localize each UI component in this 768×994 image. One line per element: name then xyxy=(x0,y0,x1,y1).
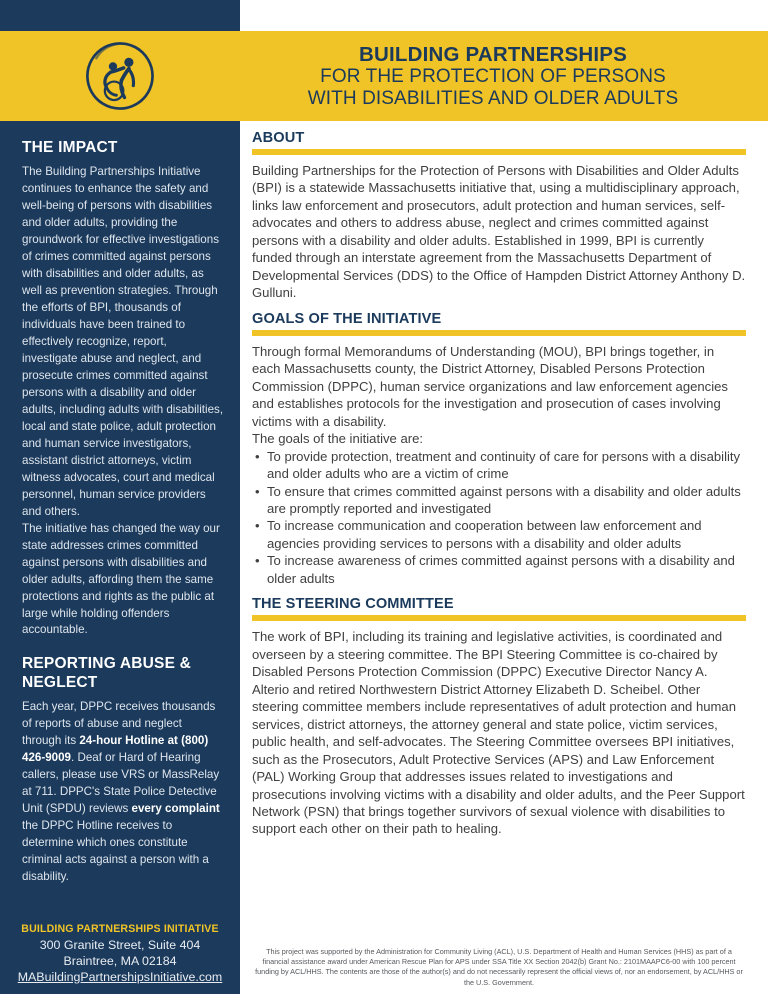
reporting-paragraph xyxy=(22,699,224,886)
bpi-circle-people-wheelchair-logo xyxy=(83,39,157,113)
impact-paragraph-1: The Building Partnerships Initiative continues to enhance the safety and well-being of persons with disabilities and older adults, providing the groundwork for effective investigations of crimes committed against persons with disabilities and older adults, as well as prevention strategies. Through the efforts of BPI, thousands of individuals have been trained to effectively recognize, report, investigate abuse and neglect, and prosecute crimes committed against persons with a disability and older adults, including adults with disabilities, local and state police, adult protection and human service investigators, assistant district attorneys, victim witness advocates, court and medical personnel, human service providers and others. xyxy=(22,164,224,518)
reporting-text-2: . Deaf or Hard of Hearing callers, please use VRS or MassRelay at 711. DPPC's State Police Detective Unit (SPDU) reviews xyxy=(22,751,220,816)
steering-body: The work of BPI, including its training and legislative activities, is coordinated and overseen by a steering committee. The BPI Steering Committee is co-chaired by Disabled Persons Protection Commission (DPPC) Executive Director Nancy A. Alterio and retired Northwestern District Attorney Elizabeth D. Scheibel. Other steering committee members include representatives of adult protection and human services, district attorneys, the attorney general and state police, victim services, public health, and self-advocates. The Steering Committee oversees BPI initiatives, such as the Prosecutors, Adult Protective Services (APS) and Law Enforcement (PAL) Working Group that addresses issues related to investigations and prosecutions involving victims with a disability and older adults, and the Peer Support Network (PSN) that brings together survivors of sexual violence with disabilities to support each other on their path to healing. xyxy=(252,629,745,837)
about-accent-rule xyxy=(252,149,746,155)
section-about xyxy=(252,130,746,302)
sidebar-section-reporting xyxy=(22,655,224,886)
sidebar-spacer xyxy=(22,639,224,655)
list-item: • To provide protection, treatment and continuity of care for persons with a disability and older adults who are a victim of crime xyxy=(252,448,746,483)
list-item: • To ensure that crimes committed against persons with a disability and older adults are promptly reported and investigated xyxy=(252,483,746,518)
about-heading: ABOUT xyxy=(252,130,305,146)
sidebar-section-impact xyxy=(22,139,224,639)
impact-paragraph-2: The initiative has changed the way our state addresses crimes committed against persons with disabilities and older adults, affording them the same protections and rights as the public at large while holding offenders accountable. xyxy=(22,521,220,637)
reporting-text-3: the DPPC Hotline receives to determine which ones constitute criminal acts against a person with a disability. xyxy=(22,819,209,884)
goals-intro: Through formal Memorandums of Understanding (MOU), BPI brings together, in each Massachusetts county, the District Attorney, Disabled Persons Protection Commission (DPPC), human service organizations and law enforcement agencies and establishes protocols for the investigation and prosecution of cases involving victims with a disability. xyxy=(252,343,728,429)
title-line-2: FOR THE PROTECTION OF PERSONS xyxy=(320,66,666,88)
list-item: • To increase communication and cooperation between law enforcement and agencies providing services to persons with a disability and older adults xyxy=(252,517,746,552)
page-title xyxy=(240,43,768,110)
address-line-1: 300 Granite Street, Suite 404 xyxy=(39,938,201,953)
reporting-heading: REPORTING ABUSE & NEGLECT xyxy=(22,655,192,692)
organization-name: BUILDING PARTNERSHIPS INITIATIVE xyxy=(21,923,219,936)
steering-heading: THE STEERING COMMITTEE xyxy=(252,596,454,613)
website-link[interactable]: MABuildingPartnershipsInitiative.com xyxy=(17,970,223,985)
steering-accent-rule xyxy=(252,615,746,621)
logo-container xyxy=(0,31,240,121)
funding-disclaimer: This project was supported by the Administration for Community Living (ACL), U.S. Department of Health and Human Services (HHS) as part of a financial assistance award under American Rescue Plan for APS under SSA Title XX Section 2042(b) Grant No.: 2101MAAPC6-00 with 100 percent funding by ACL/HHS. The contents are those of the author(s) and do not necessarily represent the official views of, nor an endorsement, by ACL/HHS or the U.S. Government. xyxy=(255,946,743,987)
reporting-hotline: 24-hour Hotline at (800) 426-9009 xyxy=(22,734,209,765)
goals-list xyxy=(252,448,746,588)
sidebar xyxy=(0,121,240,994)
goals-accent-rule xyxy=(252,330,746,336)
reporting-text-1: Each year, DPPC receives thousands of reports of abuse and neglect through its xyxy=(22,700,216,748)
section-goals xyxy=(252,311,746,588)
about-body: Building Partnerships for the Protection of Persons with Disabilities and Older Adults (BPI) is a statewide Massachusetts initiative that, using a multidisciplinary approach, links law enforcement and prosecutors, adult protection and human services, self-advocates and others to address abuse, neglect and crimes committed against persons with a disability and older adults. Established in 1999, BPI is currently funded through an interstate agreement from the Massachusetts Department of Developmental Services (DDS) to the Office of Hampden District Attorney Anthony D. Gulluni. xyxy=(252,163,746,301)
title-line-1: BUILDING PARTNERSHIPS xyxy=(358,42,628,66)
goals-lead-in: The goals of the initiative are: xyxy=(252,431,424,447)
goals-heading: GOALS OF THE INITIATIVE xyxy=(252,310,442,327)
sidebar-footer xyxy=(0,923,240,986)
section-steering-committee xyxy=(252,596,746,838)
title-line-3: WITH DISABILITIES AND OLDER ADULTS xyxy=(307,87,679,109)
impact-heading: THE IMPACT xyxy=(22,139,118,156)
header-navy-stub xyxy=(0,0,240,31)
reporting-every-complaint: every complaint xyxy=(131,802,220,816)
list-item: • To increase awareness of crimes committed against persons with a disability and older adults xyxy=(252,552,746,587)
main-content xyxy=(240,121,768,994)
page-header xyxy=(0,31,768,121)
address-line-2: Braintree, MA 02184 xyxy=(63,954,177,969)
